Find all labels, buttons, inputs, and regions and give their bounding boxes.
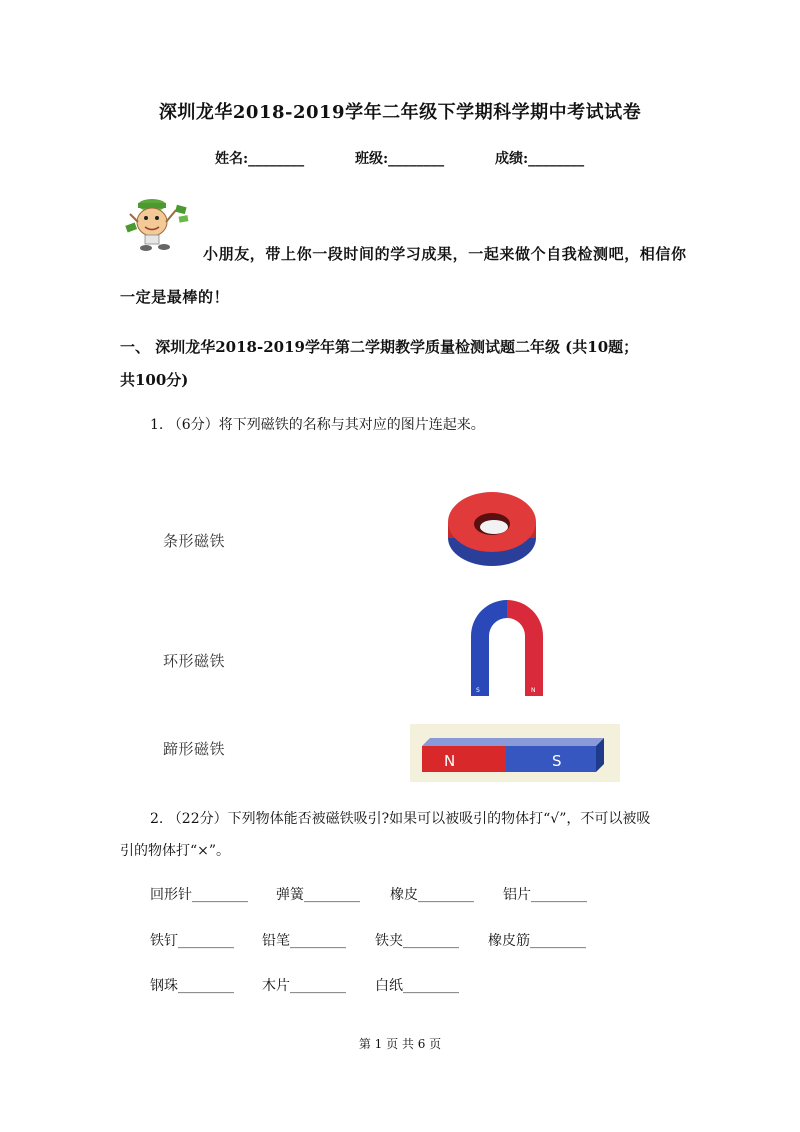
question-2-line-1: 2. （22分）下列物体能否被磁铁吸引?如果可以被吸引的物体打“√”，不可以被吸 [150, 811, 651, 827]
score-field: 成绩:________ [495, 151, 585, 167]
answer-item: 铁夹________ [375, 933, 459, 949]
horseshoe-n-label: N [531, 687, 536, 694]
page-number: 第 1 页 共 6 页 [358, 1037, 442, 1051]
intro-line-1: 小朋友，带上你一段时间的学习成果，一起来做个自我检测吧，相信你 [203, 245, 687, 263]
question-2-line-2: 引的物体打“×”。 [120, 843, 231, 859]
answer-item: 铁钉________ [150, 933, 234, 949]
label-horseshoe-magnet: 蹄形磁铁 [163, 740, 226, 758]
answer-item: 弹簧________ [276, 887, 360, 903]
answer-item: 橡皮筋________ [488, 933, 586, 949]
label-bar-magnet: 条形磁铁 [163, 532, 226, 550]
page-title: 深圳龙华2018-2019学年二年级下学期科学期中考试试卷 [158, 102, 642, 123]
answer-item: 钢珠________ [150, 978, 234, 994]
horseshoe-magnet-image [465, 598, 550, 700]
intro-line-2: 一定是最棒的！ [120, 288, 230, 306]
answer-item: 铝片________ [503, 887, 587, 903]
horseshoe-s-label: S [476, 687, 480, 694]
name-field: 姓名:________ [215, 151, 305, 167]
answer-item: 橡皮________ [390, 887, 474, 903]
answer-item: 铅笔________ [262, 933, 346, 949]
answer-item: 木片________ [262, 978, 346, 994]
section-heading-cont: 共100分) [120, 371, 189, 389]
answer-item: 白纸________ [375, 978, 459, 994]
bar-s-label: S [552, 752, 562, 770]
ring-magnet-image [440, 480, 546, 572]
class-field: 班级:________ [355, 151, 445, 167]
bar-n-label: N [444, 752, 456, 770]
question-1-text: 1. （6分）将下列磁铁的名称与其对应的图片连起来。 [150, 417, 485, 433]
answer-item: 回形针________ [150, 887, 248, 903]
bar-magnet-image [410, 724, 620, 782]
section-heading: 一、 深圳龙华2018-2019学年第二学期教学质量检测试题二年级 (共10题； [120, 338, 639, 356]
label-ring-magnet: 环形磁铁 [163, 652, 226, 670]
cartoon-kid-illustration [124, 196, 196, 254]
